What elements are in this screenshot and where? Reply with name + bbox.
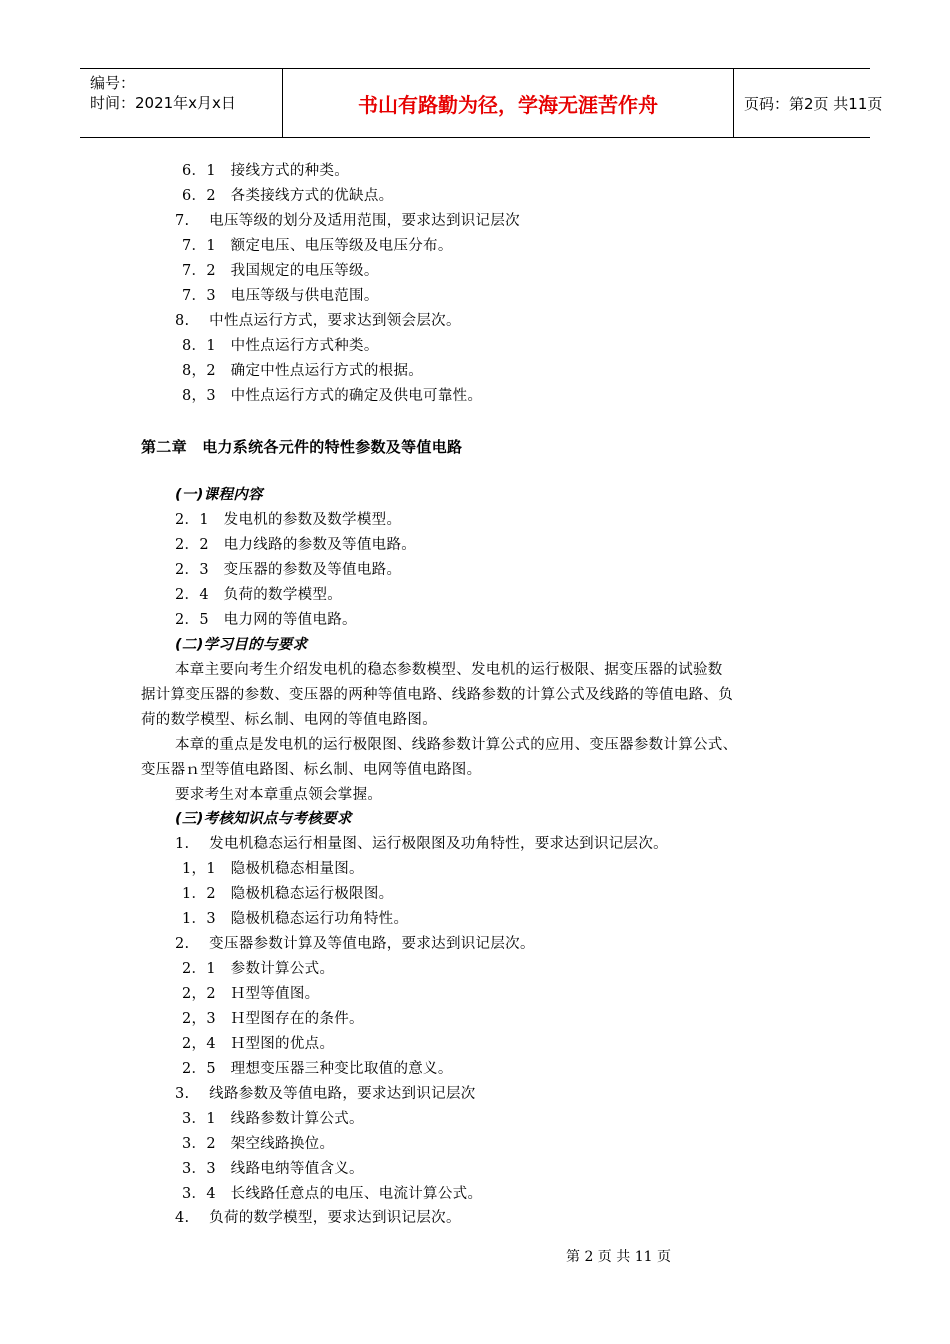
header-motto-cell: [282, 69, 734, 137]
section-heading: (二)学习目的与要求: [175, 637, 308, 653]
text-line: 1．3 隐极机稳态运行功角特性。: [182, 911, 409, 927]
text-line: 2，3 Ｈ型图存在的条件。: [182, 1011, 364, 1027]
text-line: 2. 变压器参数计算及等值电路，要求达到识记层次。: [175, 936, 535, 952]
text-line: 2．1 发电机的参数及数学模型。: [175, 512, 402, 528]
text-line: 2，2 Ｈ型等值图。: [182, 986, 320, 1002]
text-line: 2．4 负荷的数学模型。: [175, 587, 343, 603]
text-line: 3．3 线路电纳等值含义。: [182, 1161, 364, 1177]
paragraph-line: 要求考生对本章重点领会掌握。: [175, 787, 383, 803]
text-line: 3．2 架空线路换位。: [182, 1136, 335, 1152]
text-line: 6．1 接线方式的种类。: [182, 163, 350, 179]
text-line: 1，1 隐极机稳态相量图。: [182, 861, 364, 877]
header-meta: [80, 69, 282, 137]
text-line: 2．5 电力网的等值电路。: [175, 612, 357, 628]
paragraph-line: 本章主要向考生介绍发电机的稳态参数模型、发电机的运行极限、据变压器的试验数: [175, 662, 723, 678]
paragraph-line: 据计算变压器的参数、变压器的两种等值电路、线路参数的计算公式及线路的等值电路、负: [141, 687, 733, 703]
header-page-info: 页码：第2页 共11页: [744, 94, 883, 113]
text-line: 4. 负荷的数学模型，要求达到识记层次。: [175, 1210, 461, 1226]
text-line: 6．2 各类接线方式的优缺点。: [182, 188, 394, 204]
chapter-title: 第二章 电力系统各元件的特性参数及等值电路: [141, 438, 463, 456]
text-line: 8. 中性点运行方式，要求达到领会层次。: [175, 313, 461, 329]
paragraph-line: 荷的数学模型、标幺制、电网的等值电路图。: [141, 712, 437, 728]
text-line: 8．1 中性点运行方式种类。: [182, 338, 379, 354]
text-line: 1. 发电机稳态运行相量图、运行极限图及功角特性，要求达到识记层次。: [175, 836, 668, 852]
header-motto: 书山有路勤为径，学海无涯苦作舟: [358, 92, 658, 117]
text-line: 3. 线路参数及等值电路，要求达到识记层次: [175, 1086, 476, 1102]
text-line: 7．1 额定电压、电压等级及电压分布。: [182, 238, 453, 254]
text-line: 2．2 电力线路的参数及等值电路。: [175, 537, 417, 553]
text-line: 2．1 参数计算公式。: [182, 961, 335, 977]
text-line: 8，3 中性点运行方式的确定及供电可靠性。: [182, 388, 483, 404]
text-line: 1．2 隐极机稳态运行极限图。: [182, 886, 394, 902]
text-line: 8，2 确定中性点运行方式的根据。: [182, 363, 424, 379]
text-line: 2．5 理想变压器三种变比取值的意义。: [182, 1061, 453, 1077]
text-line: 2，4 Ｈ型图的优点。: [182, 1036, 335, 1052]
page-header: [80, 68, 883, 138]
text-line: 2．3 变压器的参数及等值电路。: [175, 562, 402, 578]
paragraph-line: 本章的重点是发电机的运行极限图、线路参数计算公式的应用、变压器参数计算公式、: [175, 737, 738, 753]
page-footer: 第 2 页 共 11 页: [566, 1249, 671, 1265]
section-heading: (三)考核知识点与考核要求: [175, 811, 352, 827]
text-line: 7．3 电压等级与供电范围。: [182, 288, 379, 304]
text-line: 3．4 长线路任意点的电压、电流计算公式。: [182, 1186, 483, 1202]
header-number: 编号：: [90, 74, 136, 92]
header-time: 时间：2021年x月x日: [90, 94, 236, 112]
text-line: 3．1 线路参数计算公式。: [182, 1111, 364, 1127]
text-line: 7. 电压等级的划分及适用范围，要求达到识记层次: [175, 213, 520, 229]
section-heading: (一)课程内容: [175, 487, 263, 503]
text-line: 7．2 我国规定的电压等级。: [182, 263, 379, 279]
paragraph-line: 变压器ｎ型等值电路图、标幺制、电网等值电路图。: [141, 762, 482, 778]
